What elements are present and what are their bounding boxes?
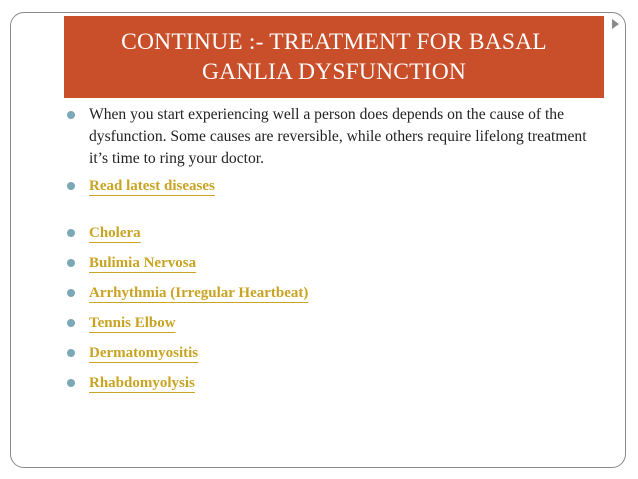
bullet-list [62, 104, 602, 402]
corner-arrow-icon [612, 19, 619, 29]
body-paragraph-item [62, 104, 602, 170]
disease-item[interactable] [62, 312, 602, 342]
bullet-icon [67, 289, 75, 297]
disease-link-rhabdomyolysis[interactable]: Rhabdomyolysis [89, 375, 195, 391]
body-paragraph: When you start experiencing well a person does depends on the cause of the dysfunction. Some causes are reversible, while others require lifelong treatment it’s time to ring your doctor. [89, 106, 587, 167]
read-latest-link[interactable]: Read latest diseases [89, 178, 215, 194]
disease-item[interactable] [62, 342, 602, 372]
bullet-icon [67, 319, 75, 327]
bullet-icon [67, 111, 75, 119]
disease-link-bulimia-nervosa[interactable]: Bulimia Nervosa [89, 255, 197, 271]
title-banner [64, 16, 604, 98]
read-latest-item[interactable] [62, 175, 602, 205]
bullet-icon [67, 182, 75, 190]
disease-item[interactable] [62, 372, 602, 402]
slide-title: CONTINUE :- TREATMENT FOR BASAL GANLIA DYSFUNCTION [121, 29, 547, 85]
disease-link-dermatomyositis[interactable]: Dermatomyositis [89, 345, 199, 361]
bullet-icon [67, 349, 75, 357]
disease-link-cholera[interactable]: Cholera [89, 225, 141, 241]
bullet-icon [67, 259, 75, 267]
disease-link-tennis-elbow[interactable]: Tennis Elbow [89, 315, 176, 331]
bullet-icon [67, 229, 75, 237]
disease-link-arrhythmia[interactable]: Arrhythmia (Irregular Heartbeat) [89, 285, 309, 301]
disease-item[interactable] [62, 222, 602, 252]
disease-item[interactable] [62, 282, 602, 312]
disease-item[interactable] [62, 252, 602, 282]
bullet-icon [67, 379, 75, 387]
